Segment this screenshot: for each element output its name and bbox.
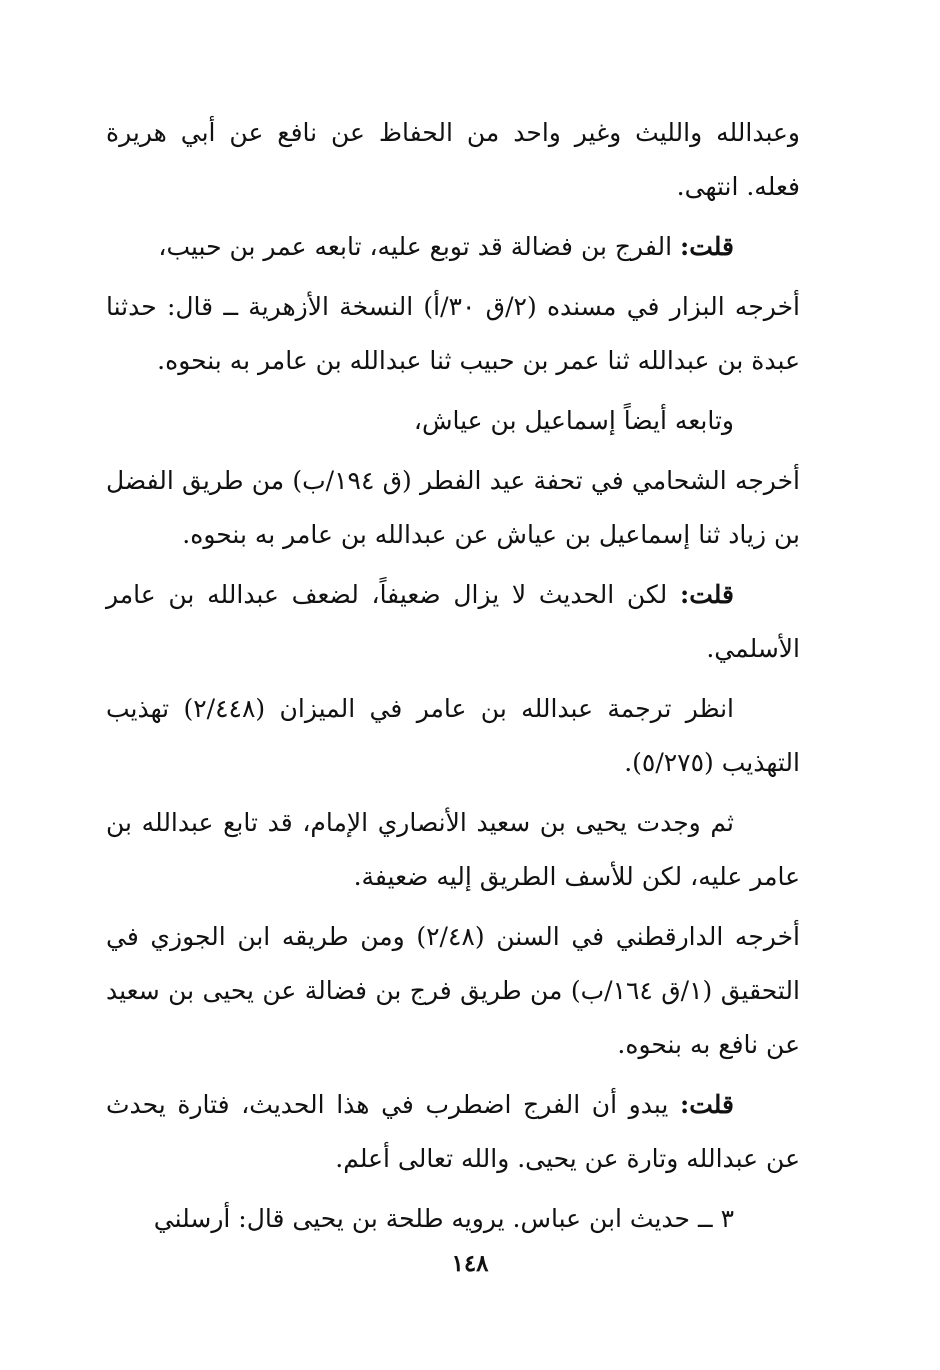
paragraph-text: أخرجه الشحامي في تحفة عيد الفطر (ق ١٩٤/ب) من طريق الفضل بن زياد ثنا إسماعيل بن عياش عن عبدالله بن عامر به بنحوه. — [106, 466, 800, 549]
paragraph-text: ثم وجدت يحيى بن سعيد الأنصاري الإمام، قد تابع عبدالله بن عامر عليه، لكن للأسف الطريق إليه ضعيفة. — [106, 808, 800, 891]
paragraph-lead: قلت: — [679, 1090, 734, 1119]
paragraph-lead: قلت: — [679, 232, 734, 261]
paragraph-text: لكن الحديث لا يزال ضعيفاً، لضعف عبدالله بن عامر الأسلمي. — [106, 580, 800, 663]
body-text — [106, 106, 800, 1252]
paragraph-text: وتابعه أيضاً إسماعيل بن عياش، — [413, 406, 734, 435]
paragraph-text: انظر ترجمة عبدالله بن عامر في الميزان (٢/٤٤٨) تهذيب التهذيب (٥/٢٧٥). — [106, 694, 800, 777]
paragraph-lead: قلت: — [679, 580, 734, 609]
paragraph-text: أخرجه البزار في مسنده (٢/ق ٣٠/أ) النسخة الأزهرية ــ قال: حدثنا عبدة بن عبدالله ثنا عمر بن حبيب ثنا عبدالله بن عامر به بنحوه. — [106, 292, 800, 375]
paragraph-9 — [106, 910, 800, 1072]
paragraph-8 — [106, 796, 800, 904]
paragraph-text: وعبدالله والليث وغير واحد من الحفاظ عن نافع عن أبي هريرة فعله. انتهى. — [106, 118, 800, 201]
page-number: ١٤٨ — [451, 1250, 489, 1277]
paragraph-text: ٣ ــ حديث ابن عباس. يرويه طلحة بن يحيى قال: أرسلني — [153, 1204, 734, 1233]
paragraph-2 — [106, 220, 800, 274]
paragraph-5 — [106, 454, 800, 562]
paragraph-text: الفرج بن فضالة قد توبع عليه، تابعه عمر بن حبيب، — [158, 232, 680, 261]
paragraph-6 — [106, 568, 800, 676]
paragraph-10 — [106, 1078, 800, 1186]
paragraph-3 — [106, 280, 800, 388]
paragraph-1 — [106, 106, 800, 214]
paragraph-4 — [106, 394, 800, 448]
paragraph-7 — [106, 682, 800, 790]
paragraph-11 — [106, 1192, 800, 1246]
paragraph-text: يبدو أن الفرج اضطرب في هذا الحديث، فتارة يحدث عن عبدالله وتارة عن يحيى. والله تعالى أعلم. — [106, 1090, 800, 1173]
paragraph-text: أخرجه الدارقطني في السنن (٢/٤٨) ومن طريقه ابن الجوزي في التحقيق (١/ق ١٦٤/ب) من طريق فرج بن فضالة عن يحيى بن سعيد عن نافع به بنحوه. — [106, 922, 800, 1059]
